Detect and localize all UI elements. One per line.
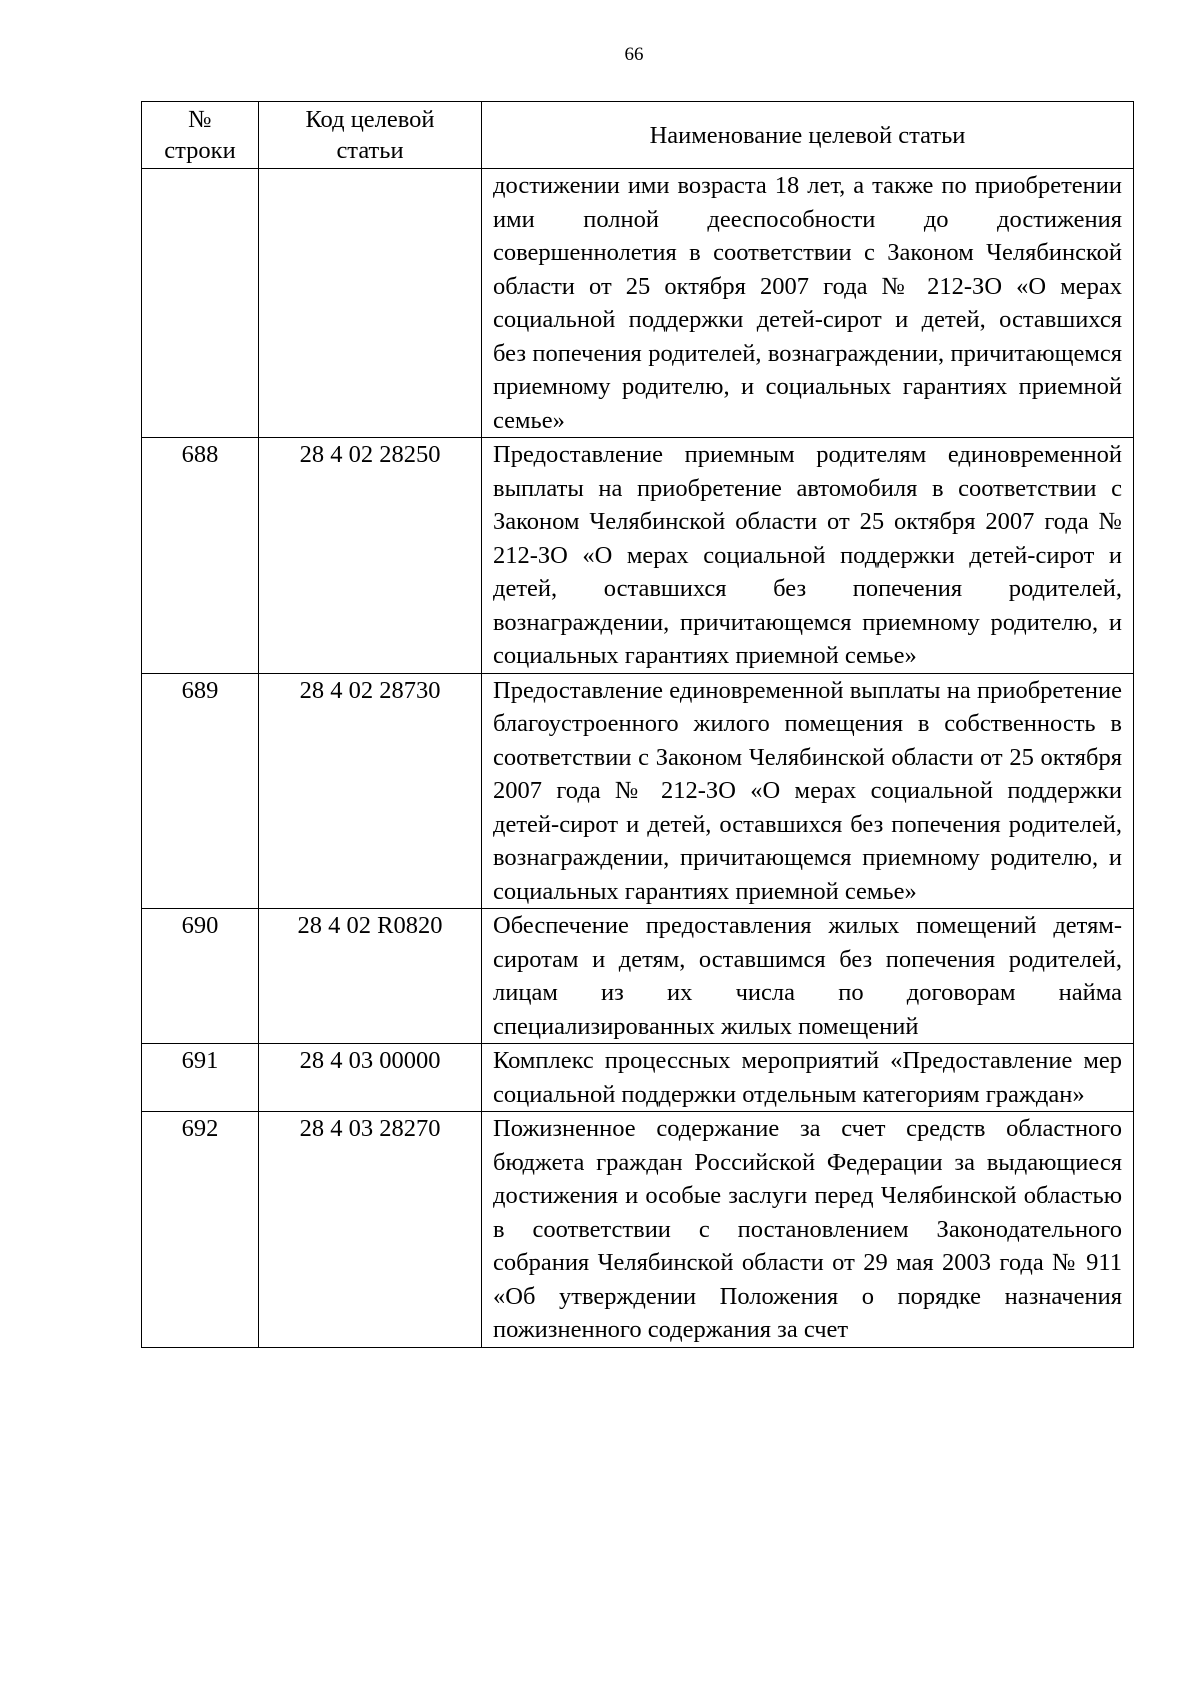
name-cell: Предоставление приемным родителям единовременной выплаты на приобретение автомобиля в соответствии с Законом Челябинской области от 25 октября 2007 года № 212-ЗО «О мерах социальной поддержки детей-сирот и детей, оставшихся без попечения родителей, вознаграждении, причитающемся приемному родителю, и социальных гарантиях приемной семье» [482, 438, 1134, 674]
table-row [142, 909, 1134, 1044]
header-code [259, 102, 482, 169]
name-cell: Обеспечение предоставления жилых помещений детям-сиротам и детям, оставшимся без попечения родителей, лицам из их числа по договорам найма специализированных жилых помещений [482, 909, 1134, 1044]
code-cell: 28 4 03 28270 [259, 1112, 482, 1348]
code-cell: 28 4 02 28730 [259, 673, 482, 909]
table-body [142, 169, 1134, 1348]
header-row-number-line-2: строки [164, 137, 236, 164]
header-row [142, 102, 1134, 169]
header-code-line-2: статьи [336, 137, 404, 164]
name-cell: достижении ими возраста 18 лет, а также по приобретении ими полной дееспособности до достижения совершеннолетия в соответствии с Законом Челябинской области от 25 октября 2007 года № 212-ЗО «О мерах социальной поддержки детей-сирот и детей, оставшихся без попечения родителей, вознаграждении, причитающемся приемному родителю, и социальных гарантиях приемной семье» [482, 169, 1134, 438]
table-row [142, 438, 1134, 674]
header-row-number-line-1: № [188, 106, 212, 133]
table-header [142, 102, 1134, 169]
table-row [142, 673, 1134, 909]
name-cell: Предоставление единовременной выплаты на приобретение благоустроенного жилого помещения в собственность в соответствии с Законом Челябинской области от 25 октября 2007 года № 212-ЗО «О мерах социальной поддержки детей-сирот и детей, оставшихся без попечения родителей, вознаграждении, причитающемся приемному родителю, и социальных гарантиях приемной семье» [482, 673, 1134, 909]
code-cell: 28 4 02 R0820 [259, 909, 482, 1044]
code-cell [259, 169, 482, 438]
table-row [142, 1112, 1134, 1348]
row-number-cell: 692 [142, 1112, 259, 1348]
table-row [142, 169, 1134, 438]
name-cell: Пожизненное содержание за счет средств областного бюджета граждан Российской Федерации за выдающиеся достижения и особые заслуги перед Челябинской областью в соответствии с постановлением Законодательного собрания Челябинской области от 29 мая 2003 года № 911 «Об утверждении Положения о порядке назначения пожизненного содержания за счет [482, 1112, 1134, 1348]
table-row [142, 1044, 1134, 1112]
name-cell: Комплекс процессных мероприятий «Предоставление мер социальной поддержки отдельным категориям граждан» [482, 1044, 1134, 1112]
page-number: 66 [624, 44, 644, 65]
row-number-cell: 690 [142, 909, 259, 1044]
header-name: Наименование целевой статьи [482, 102, 1134, 169]
row-number-cell: 689 [142, 673, 259, 909]
row-number-cell: 688 [142, 438, 259, 674]
target-articles-table [141, 101, 1134, 1348]
row-number-cell [142, 169, 259, 438]
header-row-number [142, 102, 259, 169]
row-number-cell: 691 [142, 1044, 259, 1112]
header-code-line-1: Код целевой [305, 106, 435, 133]
code-cell: 28 4 02 28250 [259, 438, 482, 674]
code-cell: 28 4 03 00000 [259, 1044, 482, 1112]
